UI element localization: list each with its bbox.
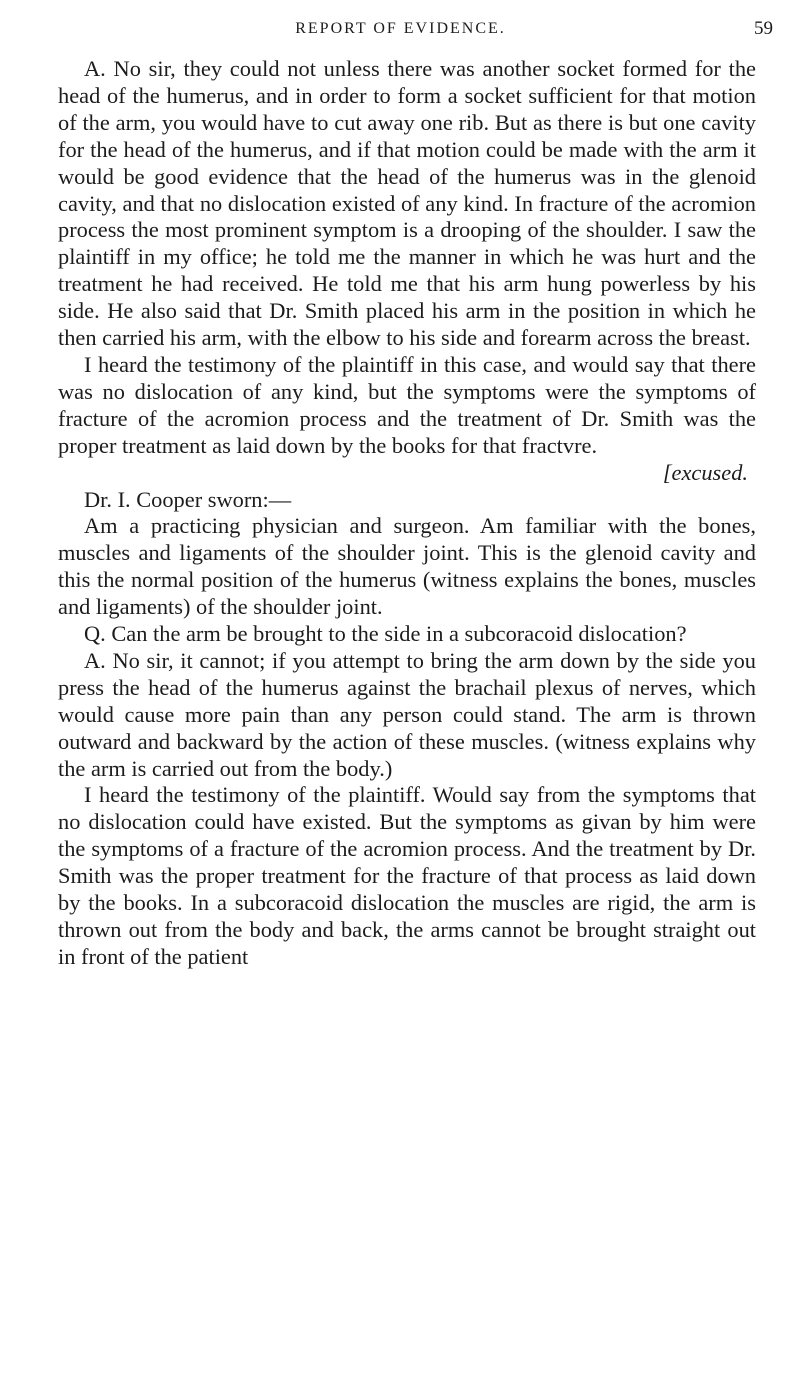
page-number: 59	[754, 18, 773, 39]
question: Q. Can the arm be brought to the side in a subcoracoid dislocation?	[84, 621, 687, 647]
running-head: REPORT OF EVIDENCE.	[295, 20, 506, 37]
paragraph: I heard the testimony of the plaintiff. Would say from the symptoms that no dislocation could have existed. But the symptoms as givan by him were the symptoms of a fracture of the acromion process. And the treatment by Dr. Smith was the proper treatment for the fracture of that process as laid down by the books. In a subcoracoid dislocation the muscles are rigid, the arm is thrown out from the body and back, the arms cannot be brought straight out in front of the patient	[58, 782, 756, 969]
witness-sworn: Dr. I. Cooper sworn:—	[84, 486, 292, 512]
answer: A. No sir, it cannot; if you attempt to bring the arm down by the side you press the head of the humerus against the brachail plexus of nerves, which would cause more pain than any person could stand. The arm is thrown outward and backward by the action of these muscles. (witness explains why the arm is carried out from the body.)	[58, 647, 756, 781]
paragraph: Am a practicing physician and surgeon. Am familiar with the bones, muscles and ligaments of the shoulder joint. This is the glenoid cavity and this the normal position of the humerus (witness explains the bones, muscles and ligaments) of the shoulder joint.	[58, 513, 756, 620]
body-text	[58, 56, 756, 971]
paragraph: I heard the testimony of the plaintiff in this case, and would say that there was no dislocation of any kind, but the symptoms were the symptoms of fracture of the acromion process and the treatment of Dr. Smith was the proper treatment as laid down by the books for that fractvre.	[58, 351, 756, 458]
excused-note: [excused.	[662, 459, 748, 485]
paragraph: A. No sir, they could not unless there was another socket formed for the head of the humerus, and in order to form a socket sufficient for that motion of the arm, you would have to cut away one rib. But as there is but one cavity for the head of the humerus, and if that motion could be made with the arm it would be good evidence that the head of the humerus was in the glenoid cavity, and that no dislocation existed of any kind. In fracture of the acromion process the most prominent symptom is a drooping of the shoulder. I saw the plaintiff in my office; he told me the manner in which he was hurt and the treatment he had received. He told me that his arm hung powerless by his side. He also said that Dr. Smith placed his arm in the position in which he then carried his arm, with the elbow to his side and forearm across the breast.	[58, 56, 756, 351]
page-header	[0, 14, 801, 54]
